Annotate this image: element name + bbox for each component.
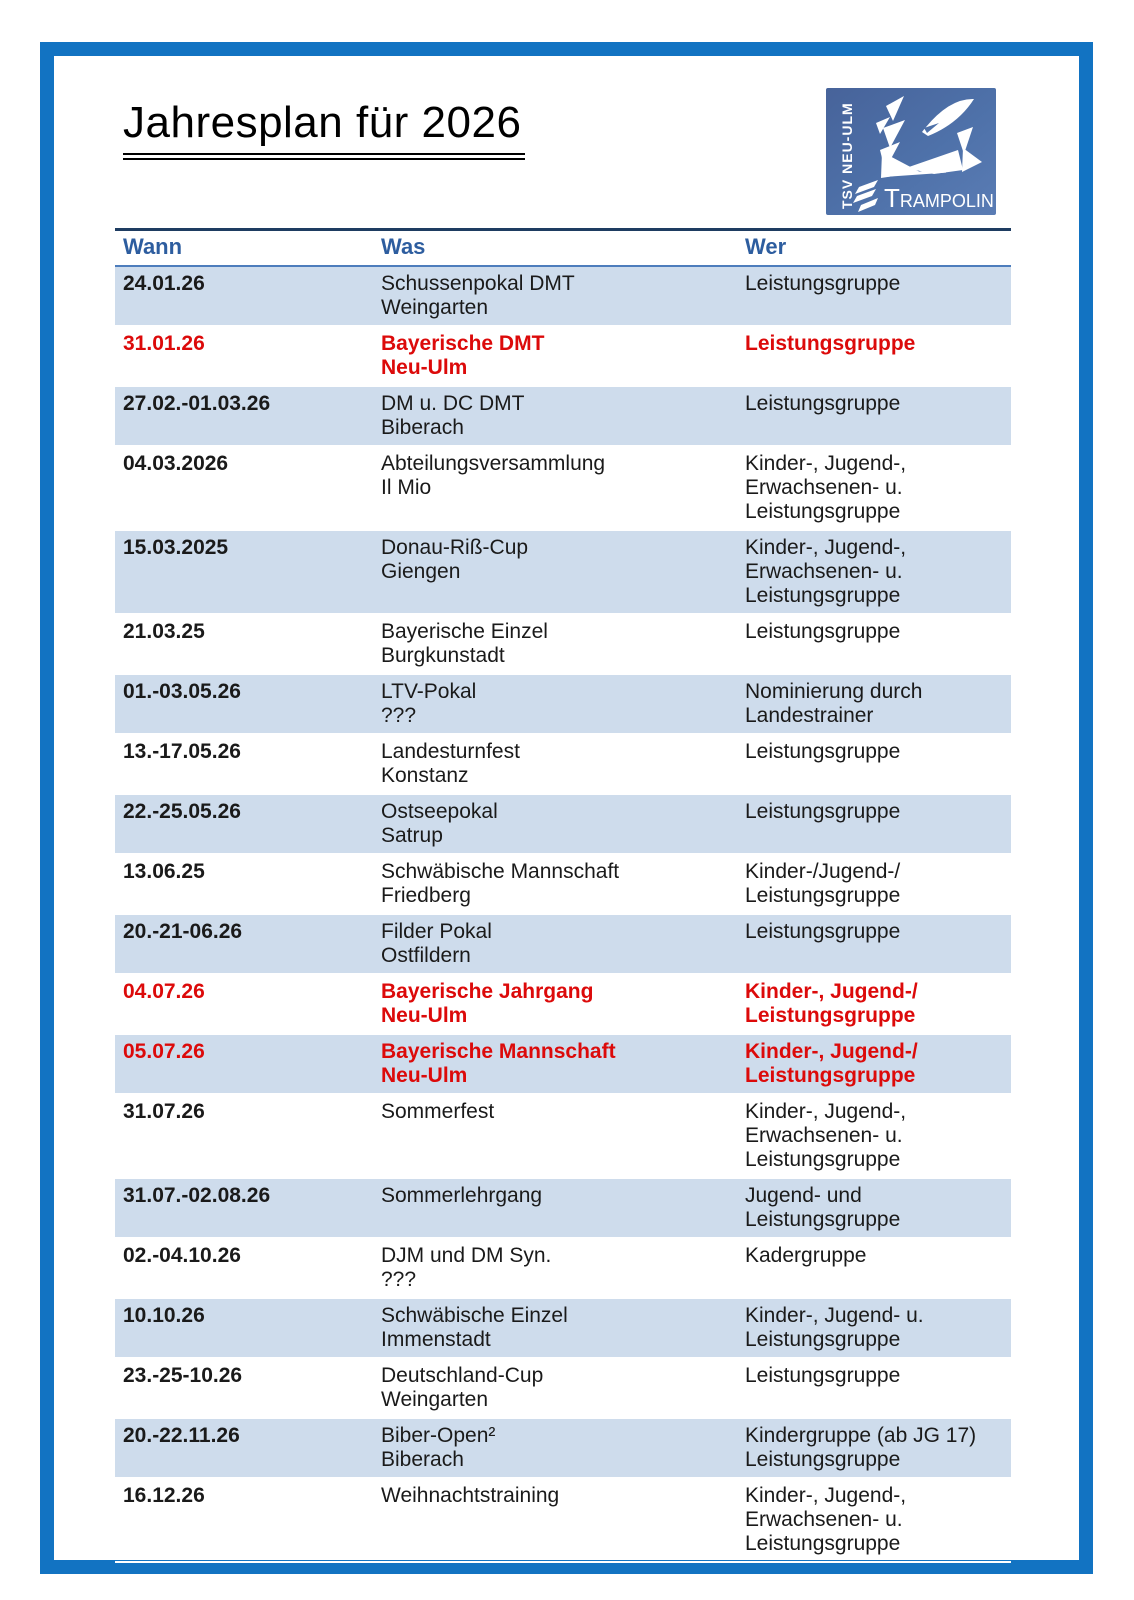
table-row	[115, 795, 1011, 855]
cell-line: Bayerische Jahrgang	[381, 980, 594, 1003]
page-title-text: Jahresplan für 2026	[123, 98, 525, 160]
cell-line: 21.03.25	[123, 620, 205, 643]
cell-line: Ostfildern	[381, 944, 471, 967]
column-header-wer: Wer	[745, 234, 787, 259]
cell-line: Leistungsgruppe	[745, 1448, 901, 1471]
cell-wann	[115, 980, 373, 1028]
cell-line: 16.12.26	[123, 1484, 205, 1507]
table-row	[115, 1179, 1011, 1239]
cell-line: Leistungsgruppe	[745, 1364, 901, 1387]
table-row	[115, 615, 1011, 675]
cell-wer	[737, 1244, 1011, 1292]
cell-line: 05.07.26	[123, 1040, 205, 1063]
cell-line: 15.03.2025	[123, 536, 229, 559]
cell-wer	[737, 860, 1011, 908]
table-row	[115, 1419, 1011, 1479]
cell-line: Leistungsgruppe	[745, 884, 901, 907]
cell-was	[373, 860, 737, 908]
trampolin-logo	[826, 88, 996, 215]
cell-wann	[115, 740, 373, 788]
cell-wer	[737, 680, 1011, 728]
cell-line: 20.-22.11.26	[123, 1424, 240, 1447]
cell-line: 13.06.25	[123, 860, 205, 883]
cell-wann	[115, 1100, 373, 1172]
cell-wer	[737, 1100, 1011, 1172]
cell-wer	[737, 1040, 1011, 1088]
cell-was	[373, 452, 737, 524]
cell-line: Satrup	[381, 824, 443, 847]
cell-line: Kinder-, Jugend-,	[745, 536, 907, 559]
cell-line: 27.02.-01.03.26	[123, 392, 271, 415]
cell-line: Schussenpokal DMT	[381, 272, 575, 295]
cell-line: Kinder-/Jugend-/	[745, 860, 901, 883]
cell-line: Kadergruppe	[745, 1244, 867, 1267]
cell-was	[373, 680, 737, 728]
cell-line: 10.10.26	[123, 1304, 205, 1327]
cell-was	[373, 536, 737, 608]
cell-was	[373, 1184, 737, 1232]
cell-line: Leistungsgruppe	[745, 500, 901, 523]
cell-line: Ostseepokal	[381, 800, 498, 823]
table-row	[115, 915, 1011, 975]
cell-line: Immenstadt	[381, 1328, 491, 1351]
cell-line: Weingarten	[381, 1388, 489, 1411]
cell-line: ???	[381, 704, 417, 727]
cell-line: Kinder-, Jugend-/	[745, 980, 918, 1003]
cell-line: Neu-Ulm	[381, 1064, 468, 1087]
cell-wer	[737, 536, 1011, 608]
cell-was	[373, 1484, 737, 1556]
cell-was	[373, 332, 737, 380]
cell-line: Leistungsgruppe	[745, 1148, 901, 1171]
cell-line: Leistungsgruppe	[745, 1328, 901, 1351]
cell-line: Konstanz	[381, 764, 469, 787]
cell-line: LTV-Pokal	[381, 680, 477, 703]
cell-line: Donau-Riß-Cup	[381, 536, 529, 559]
cell-was	[373, 620, 737, 668]
cell-line: Kinder-, Jugend-,	[745, 452, 907, 475]
cell-line: 04.07.26	[123, 980, 205, 1003]
cell-line: Leistungsgruppe	[745, 740, 901, 763]
cell-line: Leistungsgruppe	[745, 272, 901, 295]
cell-line: Erwachsenen- u.	[745, 1508, 903, 1531]
table-row	[115, 1239, 1011, 1299]
cell-line: Biber-Open²	[381, 1424, 496, 1447]
table-row	[115, 675, 1011, 735]
table-row	[115, 1299, 1011, 1359]
cell-wer	[737, 800, 1011, 848]
cell-wann	[115, 1184, 373, 1232]
cell-line: Leistungsgruppe	[745, 620, 901, 643]
cell-line: Sommerlehrgang	[381, 1184, 543, 1207]
cell-line: Filder Pokal	[381, 920, 492, 943]
cell-was	[373, 740, 737, 788]
cell-was	[373, 272, 737, 320]
cell-wann	[115, 452, 373, 524]
cell-line: 02.-04.10.26	[123, 1244, 241, 1267]
table-row	[115, 1359, 1011, 1419]
cell-line: Erwachsenen- u.	[745, 1124, 903, 1147]
cell-was	[373, 1040, 737, 1088]
logo-brand-text: TRAMPOLIN	[884, 183, 994, 213]
cell-line: Kinder-, Jugend-,	[745, 1484, 907, 1507]
cell-line: Leistungsgruppe	[745, 1004, 916, 1027]
cell-line: Burgkunstadt	[381, 644, 505, 667]
cell-line: Kindergruppe (ab JG 17)	[745, 1424, 977, 1447]
cell-line: Kinder-, Jugend- u.	[745, 1304, 924, 1327]
table-row	[115, 1035, 1011, 1095]
table-row	[115, 327, 1011, 387]
table-row	[115, 387, 1011, 447]
cell-was	[373, 1100, 737, 1172]
table-row	[115, 855, 1011, 915]
cell-line: Leistungsgruppe	[745, 1064, 916, 1087]
cell-wann	[115, 1304, 373, 1352]
cell-line: DM u. DC DMT	[381, 392, 525, 415]
table-row	[115, 975, 1011, 1035]
column-header-was: Was	[381, 234, 426, 259]
cell-line: Il Mio	[381, 476, 432, 499]
cell-line: ???	[381, 1268, 417, 1291]
cell-wer	[737, 392, 1011, 440]
table-row	[115, 735, 1011, 795]
cell-line: 13.-17.05.26	[123, 740, 241, 763]
cell-was	[373, 800, 737, 848]
cell-line: Neu-Ulm	[381, 1004, 468, 1027]
cell-line: Abteilungsversammlung	[381, 452, 606, 475]
table-row	[115, 267, 1011, 327]
cell-line: Erwachsenen- u.	[745, 560, 903, 583]
cell-line: Nominierung durch	[745, 680, 923, 703]
cell-wer	[737, 1484, 1011, 1556]
cell-line: Friedberg	[381, 884, 471, 907]
cell-was	[373, 1244, 737, 1292]
table-row	[115, 531, 1011, 615]
cell-wann	[115, 680, 373, 728]
table-body	[115, 267, 1011, 1563]
cell-line: Neu-Ulm	[381, 356, 468, 379]
cell-wer	[737, 272, 1011, 320]
cell-line: 20.-21-06.26	[123, 920, 243, 943]
cell-wer	[737, 920, 1011, 968]
cell-line: Leistungsgruppe	[745, 332, 916, 355]
cell-line: DJM und DM Syn.	[381, 1244, 552, 1267]
cell-line: 31.07.-02.08.26	[123, 1184, 271, 1207]
cell-wann	[115, 1364, 373, 1412]
cell-line: Leistungsgruppe	[745, 800, 901, 823]
cell-was	[373, 1364, 737, 1412]
yearly-plan-table	[115, 228, 1011, 1563]
cell-line: Weihnachtstraining	[381, 1484, 560, 1507]
cell-line: 22.-25.05.26	[123, 800, 241, 823]
cell-line: Giengen	[381, 560, 461, 583]
cell-was	[373, 980, 737, 1028]
table-row	[115, 447, 1011, 531]
cell-wann	[115, 1244, 373, 1292]
cell-wann	[115, 800, 373, 848]
cell-wer	[737, 1184, 1011, 1232]
cell-wann	[115, 860, 373, 908]
cell-line: Leistungsgruppe	[745, 584, 901, 607]
cell-wann	[115, 272, 373, 320]
table-row	[115, 1095, 1011, 1179]
cell-wer	[737, 1424, 1011, 1472]
logo-vertical-text: TSV NEU-ULM	[839, 102, 855, 209]
cell-line: Schwäbische Mannschaft	[381, 860, 620, 883]
cell-line: Leistungsgruppe	[745, 920, 901, 943]
column-header-wann: Wann	[123, 234, 183, 259]
cell-line: Deutschland-Cup	[381, 1364, 544, 1387]
cell-line: Leistungsgruppe	[745, 1208, 901, 1231]
club-logo	[826, 88, 996, 215]
cell-wer	[737, 980, 1011, 1028]
cell-wann	[115, 920, 373, 968]
table-row	[115, 1479, 1011, 1563]
cell-wann	[115, 1484, 373, 1556]
cell-was	[373, 1304, 737, 1352]
cell-line: 04.03.2026	[123, 452, 229, 475]
cell-line: Weingarten	[381, 296, 489, 319]
cell-wann	[115, 392, 373, 440]
cell-wer	[737, 332, 1011, 380]
table-header-row	[115, 228, 1011, 267]
cell-line: Kinder-, Jugend-/	[745, 1040, 918, 1063]
page-title	[123, 98, 525, 160]
cell-line: Biberach	[381, 416, 464, 439]
cell-wer	[737, 620, 1011, 668]
cell-line: Kinder-, Jugend-,	[745, 1100, 907, 1123]
cell-was	[373, 1424, 737, 1472]
cell-line: 01.-03.05.26	[123, 680, 241, 703]
cell-was	[373, 920, 737, 968]
cell-line: 31.07.26	[123, 1100, 205, 1123]
cell-line: Bayerische DMT	[381, 332, 545, 355]
cell-wann	[115, 536, 373, 608]
cell-line: Leistungsgruppe	[745, 1532, 901, 1555]
cell-line: Leistungsgruppe	[745, 392, 901, 415]
cell-wann	[115, 1424, 373, 1472]
cell-wer	[737, 1364, 1011, 1412]
cell-line: Landesturnfest	[381, 740, 520, 763]
cell-line: Bayerische Mannschaft	[381, 1040, 616, 1063]
cell-wer	[737, 452, 1011, 524]
cell-wann	[115, 1040, 373, 1088]
cell-line: Bayerische Einzel	[381, 620, 548, 643]
cell-line: Erwachsenen- u.	[745, 476, 903, 499]
cell-line: Schwäbische Einzel	[381, 1304, 568, 1327]
cell-line: Jugend- und	[745, 1184, 862, 1207]
cell-wer	[737, 1304, 1011, 1352]
cell-wann	[115, 332, 373, 380]
cell-was	[373, 392, 737, 440]
cell-wer	[737, 740, 1011, 788]
cell-line: Landestrainer	[745, 704, 874, 727]
cell-line: 31.01.26	[123, 332, 205, 355]
cell-line: 23.-25-10.26	[123, 1364, 243, 1387]
cell-line: Biberach	[381, 1448, 464, 1471]
cell-line: Sommerfest	[381, 1100, 495, 1123]
cell-line: 24.01.26	[123, 272, 205, 295]
cell-wann	[115, 620, 373, 668]
